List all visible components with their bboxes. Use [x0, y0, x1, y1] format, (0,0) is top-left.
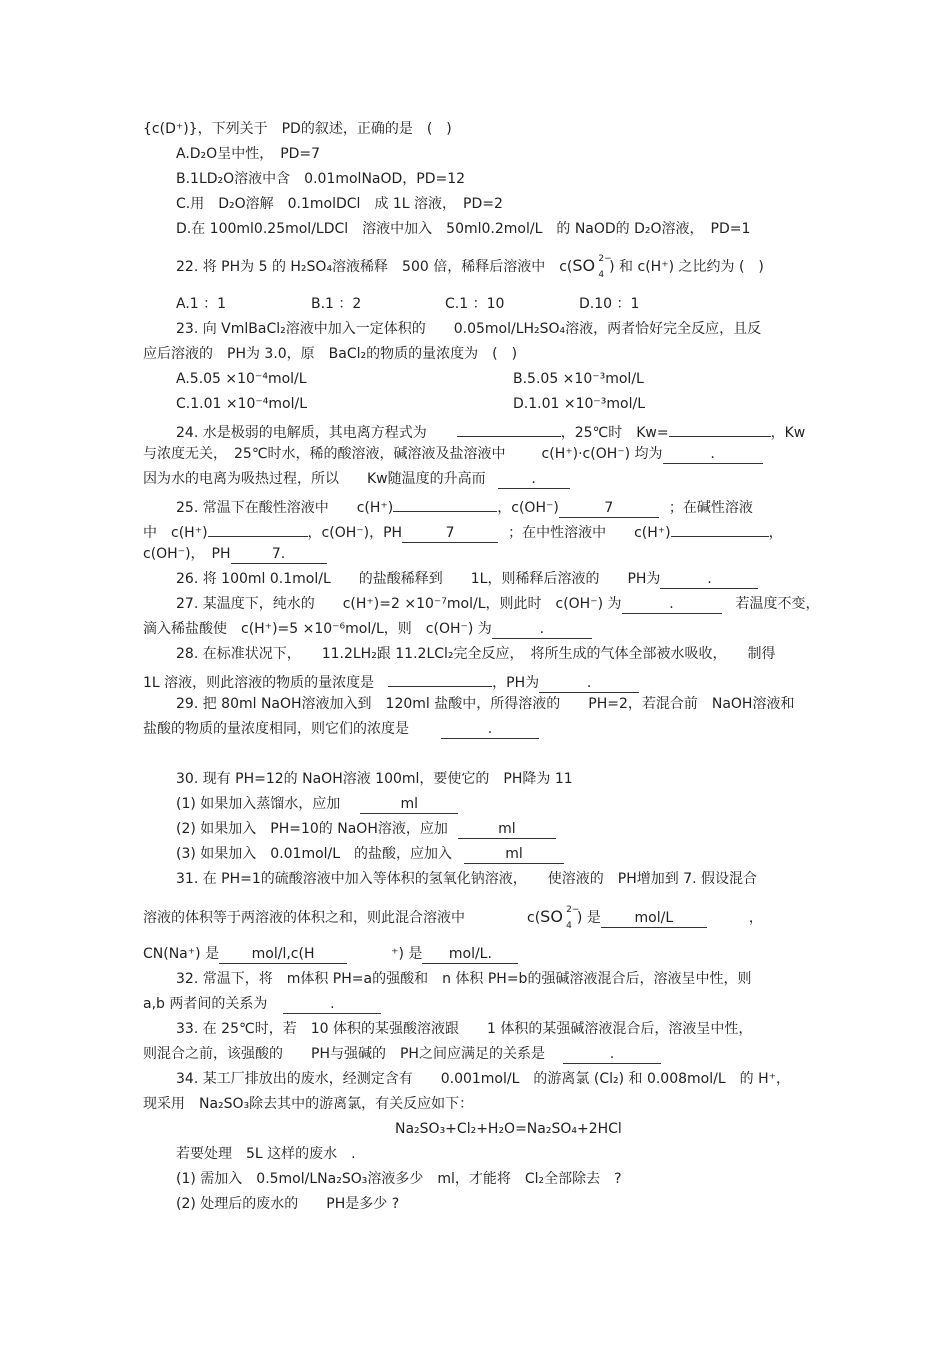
q30-part3-text: (3) 如果加入 0.01mol/L 的盐酸，应加入 [176, 846, 453, 862]
q24-blank-product[interactable] [663, 446, 763, 464]
blank-dot: . [707, 571, 712, 587]
q31-blank-2[interactable] [219, 946, 347, 964]
blank-value: 7. [271, 546, 286, 562]
q31-text-b: c( [527, 910, 541, 926]
q31-text-f: ⁺) 是 [391, 946, 423, 962]
q24-text-f: 因为水的电离为吸热过程，所以 Kw随温度的升高而 [143, 471, 486, 487]
q34-part2: (2) 处理后的废水的 PH是多少 ? [176, 1196, 400, 1212]
q25-blank-6[interactable] [231, 546, 327, 564]
q29-line1: 29. 把 80ml NaOH溶液加入到 120ml 盐酸中，所得溶液的 PH=2，若混合前 NaOH溶液和 [176, 696, 795, 712]
q30-part1 [176, 794, 458, 814]
blank-unit: ml [505, 846, 523, 862]
blank-dot: . [539, 621, 545, 637]
q27-text-a: 27. 某温度下，纯水的 c(H⁺)=2 ×10⁻⁷mol/L，则此时 c(OH⁻) 为 [176, 596, 622, 612]
q21-option-b: B.1LD₂O溶液中含 0.01molNaOD，PD=12 [176, 171, 466, 187]
q23-option-d: D.1.01 ×10⁻³mol/L [513, 396, 646, 412]
q22-option-c: C.1 ：10 [445, 296, 505, 312]
q21-stem-tail: {c(D⁺)}，下列关于 PD的叙述，正确的是 ( ) [143, 121, 452, 137]
q24-line1 [176, 419, 805, 443]
q31-line3 [143, 944, 518, 964]
blank-unit: mol/L. [448, 946, 492, 962]
q27-line1 [176, 594, 820, 614]
q29-line2 [143, 719, 539, 739]
q31-blank-3[interactable] [422, 946, 518, 964]
q24-blank-kw[interactable] [669, 419, 771, 437]
q22-option-b: B.1 ：2 [311, 296, 362, 312]
q25-blank-1[interactable] [393, 494, 497, 512]
q28-blank-2[interactable] [539, 675, 639, 693]
q21-option-d: D.在 100ml0.25mol/LDCl 溶液中加入 50ml0.2mol/L 的 NaOD的 D₂O溶液， PD=1 [176, 221, 751, 237]
q31-line2 [143, 905, 763, 931]
blank-dot: . [710, 446, 715, 462]
q26-blank[interactable] [660, 571, 758, 589]
q25-text-d: ；在碱性溶液 [668, 500, 753, 516]
q23-option-b: B.5.05 ×10⁻³mol/L [513, 371, 644, 387]
q23-stem-line1: 23. 向 VmlBaCl₂溶液中加入一定体积的 0.05mol/LH₂SO₄溶液，两者恰好完全反应，且反 [176, 321, 762, 337]
q27-blank-1[interactable] [622, 596, 722, 614]
q25-text-h: ， [768, 525, 783, 541]
q28-line2 [143, 669, 639, 693]
q25-text-b: ，c(OH⁻) [497, 500, 559, 516]
q24-text-c: ，Kw [770, 425, 806, 441]
q31-blank-1[interactable] [601, 910, 707, 928]
q25-blank-3[interactable] [208, 519, 308, 537]
q25-text-g: ；在中性溶液中 c(H⁺) [508, 525, 671, 541]
q27-text-b: 若温度不变， [735, 596, 820, 612]
q29-text: 盐酸的物质的量浓度相同，则它们的浓度是 [143, 721, 409, 737]
q30-part2 [176, 819, 556, 839]
blank-dot: . [609, 1046, 615, 1062]
q30-part3 [176, 844, 564, 864]
q24-blank-equation[interactable] [457, 419, 561, 437]
q25-line3 [143, 544, 327, 564]
q25-line2 [143, 519, 783, 543]
sulfate-subscript: 4 [598, 270, 605, 280]
q27-text-c: 滴入稀盐酸使 c(H⁺)=5 ×10⁻⁶mol/L，则 c(OH⁻) 为 [143, 621, 492, 637]
blank-dot: . [586, 675, 592, 691]
q25-text-a: 25. 常温下在酸性溶液中 c(H⁺) [176, 500, 394, 516]
q26-line [176, 569, 758, 589]
q27-line2 [143, 619, 592, 639]
blank-unit: mol/l,c(H [251, 946, 315, 962]
q30-blank-1[interactable] [360, 796, 458, 814]
q24-text-d: 与浓度无关， 25℃时水，稀的酸溶液，碱溶液及盐溶液中 [143, 446, 506, 462]
q22-text-post: ) 和 c(H⁺) 之比约为 ( ) [609, 259, 764, 275]
q27-blank-2[interactable] [492, 621, 592, 639]
q25-blank-2[interactable] [559, 500, 659, 518]
q31-text-c: ) 是 [576, 910, 601, 926]
q25-line1 [176, 494, 753, 518]
q28-line1: 28. 在标准状况下， 11.2LH₂跟 11.2LCl₂完全反应， 将所生成的气体全部被水吸收， 制得 [176, 646, 776, 662]
blank-dot: . [487, 721, 493, 737]
q24-blank-trend[interactable] [498, 471, 570, 489]
q30-part2-text: (2) 如果加入 PH=10的 NaOH溶液，应加 [176, 821, 448, 837]
blank-dot: . [531, 471, 536, 487]
q34-equation: Na₂SO₃+Cl₂+H₂O=Na₂SO₄+2HCl [395, 1121, 622, 1137]
q33-text: 则混合之前，该强酸的 PH与强碱的 PH之间应满足的关系是 [143, 1046, 545, 1062]
q21-option-c: C.用 D₂O溶解 0.1molDCl 成 1L 溶液， PD=2 [176, 196, 503, 212]
q24-text-e: c(H⁺)·c(OH⁻) 均为 [541, 446, 663, 462]
q33-line2 [143, 1044, 661, 1064]
q24-text-b: ，25℃时 Kw= [560, 425, 669, 441]
sulfate-symbol: SO [572, 256, 596, 275]
sulfate-ion [540, 905, 580, 931]
q23-option-c: C.1.01 ×10⁻⁴mol/L [176, 396, 308, 412]
q32-line1: 32. 常温下，将 m体积 PH=a的强酸和 n 体积 PH=b的强碱溶液混合后，溶液呈中性，则 [176, 971, 752, 987]
q26-text: 26. 将 100ml 0.1mol/L 的盐酸稀释到 1L，则稀释后溶液的 PH为 [176, 571, 661, 587]
sulfate-charge: 2− [598, 254, 612, 264]
q31-text-d: ， [748, 910, 763, 926]
q30-part1-text: (1) 如果加入蒸馏水，应加 [176, 796, 341, 812]
blank-value: 7 [604, 500, 614, 516]
q22-text-pre: 22. 将 PH为 5 的 H₂SO₄溶液稀释 500 倍，稀释后溶液中 c( [176, 259, 573, 275]
q30-blank-3[interactable] [464, 846, 564, 864]
q28-text-b: ，PH为 [492, 675, 540, 691]
sulfate-ion [572, 254, 612, 280]
sulfate-symbol: SO [540, 907, 563, 926]
q25-text-i: c(OH⁻)， PH [143, 546, 231, 562]
blank-unit: mol/L [634, 910, 674, 926]
q21-option-a: A.D₂O呈中性， PD=7 [176, 146, 321, 162]
blank-dot: . [330, 996, 335, 1012]
sulfate-charge: 2− [566, 905, 580, 915]
blank-dot: . [669, 596, 674, 612]
q24-line3 [143, 469, 570, 489]
q22-option-d: D.10 ：1 [579, 296, 640, 312]
q34-line1: 34. 某工厂排放出的废水，经测定含有 0.001mol/L 的游离氯 (Cl₂) 和 0.008mol/L 的 H⁺， [176, 1071, 791, 1087]
q30-line1: 30. 现有 PH=12的 NaOH溶液 100ml，要使它的 PH降为 11 [176, 771, 573, 787]
blank-unit: ml [498, 821, 516, 837]
q33-blank[interactable] [563, 1046, 661, 1064]
q33-line1: 33. 在 25℃时，若 10 体积的某强酸溶液跟 1 体积的某强碱溶液混合后，溶液呈中性， [176, 1021, 753, 1037]
q32-line2 [143, 994, 381, 1014]
q29-blank[interactable] [441, 721, 539, 739]
q34-line2: 现采用 Na₂SO₃除去其中的游离氯，有关反应如下： [143, 1096, 474, 1112]
blank-unit: ml [400, 796, 419, 812]
q31-text-e: CN(Na⁺) 是 [143, 946, 220, 962]
q23-option-a: A.5.05 ×10⁻⁴mol/L [176, 371, 307, 387]
q22-option-a: A.1 ：1 [176, 296, 227, 312]
q23-stem-line2: 应后溶液的 PH为 3.0，原 BaCl₂的物质的量浓度为 ( ) [143, 346, 518, 362]
q30-blank-2[interactable] [458, 821, 556, 839]
q31-text-a: 溶液的体积等于两溶液的体积之和，则此混合溶液中 [143, 910, 465, 926]
q34-part1: (1) 需加入 0.5mol/LNa₂SO₃溶液多少 ml，才能将 Cl₂全部除去 ? [176, 1171, 622, 1187]
q24-line2 [143, 444, 763, 464]
q25-blank-5[interactable] [671, 519, 769, 537]
q31-line1: 31. 在 PH=1的硫酸溶液中加入等体积的氢氧化钠溶液， 使溶液的 PH增加到 7. 假设混合 [176, 871, 757, 887]
q25-text-e: 中 c(H⁺) [143, 525, 208, 541]
q32-text: a,b 两者间的关系为 [143, 996, 268, 1012]
sulfate-subscript: 4 [566, 921, 572, 931]
q28-text-a: 1L 溶液，则此溶液的物质的量浓度是 [143, 675, 375, 691]
q34-line4: 若要处理 5L 这样的废水 . [176, 1146, 356, 1162]
q25-text-f: ，c(OH⁻)，PH [307, 525, 403, 541]
q32-blank[interactable] [283, 996, 381, 1014]
q24-text-a: 24. 水是极弱的电解质，其电离方程式为 [176, 425, 427, 441]
q28-blank-1[interactable] [388, 669, 492, 687]
blank-value: 7 [445, 525, 455, 541]
q22-stem [176, 254, 764, 280]
q25-blank-4[interactable] [402, 525, 498, 543]
